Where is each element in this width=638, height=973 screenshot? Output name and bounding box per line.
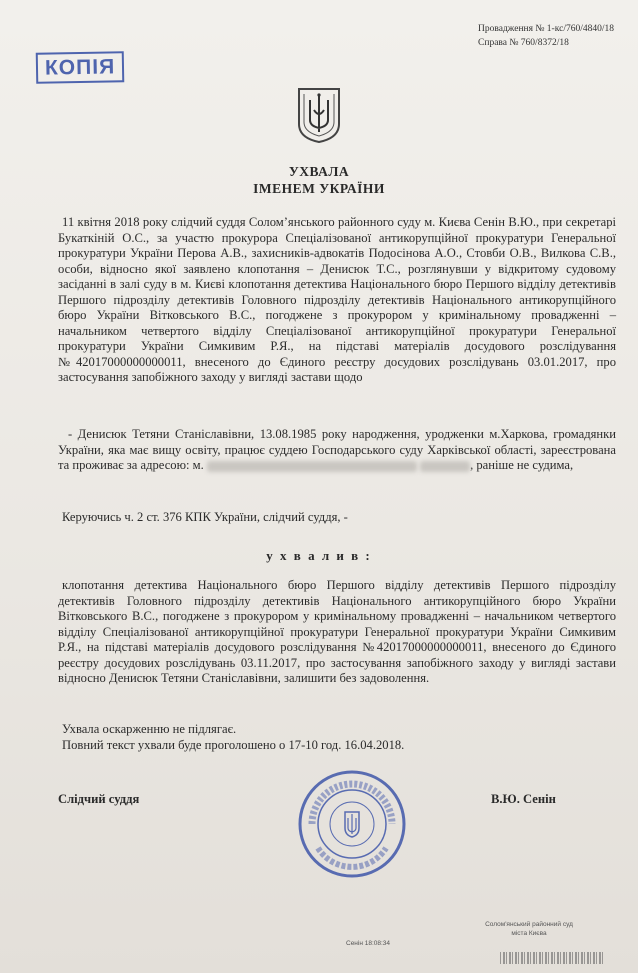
person-details: - Денисюк Тетяни Станіславівни, 13.08.1985 року народження, уродженки м.Харкова, громадянки України, яка має вищу освіту, працює суддею Господарського суду Харківської області, зареєстрована та проживає за адресою: м. [58, 427, 616, 472]
person-paragraph [58, 427, 616, 474]
no-appeal-note: Ухвала оскарженню не підлягає. [62, 722, 237, 736]
court-seal-icon [296, 768, 408, 880]
judge-name: В.Ю. Сенін [491, 792, 556, 806]
court-stamp-line1: Солом'янський районний суд [485, 921, 573, 928]
judge-stamp-line: Сенін 18:08:34 [346, 940, 391, 947]
document-subtitle: ІМЕНЕМ УКРАЇНИ [253, 181, 385, 196]
court-stamp [444, 920, 614, 938]
proceeding-number: Провадження № 1-кс/760/4840/18 [478, 24, 614, 34]
legal-basis: Керуючись ч. 2 ст. 376 КПК України, слідчий суддя, - [62, 510, 348, 524]
full-text-note: Повний текст ухвали буде проголошено о 17-10 год. 16.04.2018. [62, 738, 405, 752]
intro-paragraph: 11 квітня 2018 року слідчий суддя Солом’янського районного суду м. Києва Сенін В.Ю., при секретарі Букаткіній О.С., за участю прокурора Спеціалізованої антикорупційної прокуратури Генеральної прокуратури України Перова А.В., захисників-адвокатів Подосінова А.О., Стовби О.В., Вилкова С.В., особи, відносно якої заявлено клопотання – Денисюк Т.С., розглянувши у відкритому судовому засіданні в залі суду в м. Києві клопотання детектива Національного бюро Першого відділу детективів Першого підрозділу детективів Головного підрозділу детективів Національного антикорупційного бюро України Вітковського В.С., погоджене з прокурором у кримінальному провадженні – начальником четвертого відділу Спеціалізованої антикорупційної прокуратури Генеральної прокуратури України Симкивим Р.Я., на підставі матеріалів досудового розслідування №42017000000000011, внесеного до Єдиного реєстру досудових розслідувань 03.01.2017, про застосування запобіжного заходу у вигляді застави щодо [58, 215, 616, 384]
registration-numbers [478, 22, 614, 50]
barcode [500, 952, 604, 964]
redacted-address [207, 461, 417, 472]
decision-paragraph: клопотання детектива Національного бюро Першого відділу детективів Першого підрозділу детективів Головного підрозділу детективів Національного антикорупційного бюро України Вітковського В.С., погоджене з прокурором у кримінальному провадженні – начальником четвертого відділу Спеціалізованої антикорупційної прокуратури Генеральної прокуратури України Симкивим Р.Я., на підставі матеріалів досудового розслідування №42017000000000011, внесеного до Єдиного реєстру досудових розслідувань 03.11.2017, про застосування запобіжного заходу у вигляді застави відносно Денисюк Тетяни Станіславівни, залишити без задоволення. [58, 578, 616, 685]
signature-label: Слідчий суддя [58, 792, 140, 806]
redacted-address-2 [420, 461, 470, 472]
document-title: УХВАЛА [288, 164, 350, 179]
person-details-end: , раніше не судима, [470, 458, 574, 472]
case-number: Справа № 760/8372/18 [478, 38, 569, 48]
coat-of-arms-icon [296, 86, 342, 144]
court-stamp-line2: міста Києва [511, 930, 547, 937]
resolution-heading: у х в а л и в : [266, 548, 372, 563]
copy-stamp: КОПІЯ [36, 51, 125, 84]
